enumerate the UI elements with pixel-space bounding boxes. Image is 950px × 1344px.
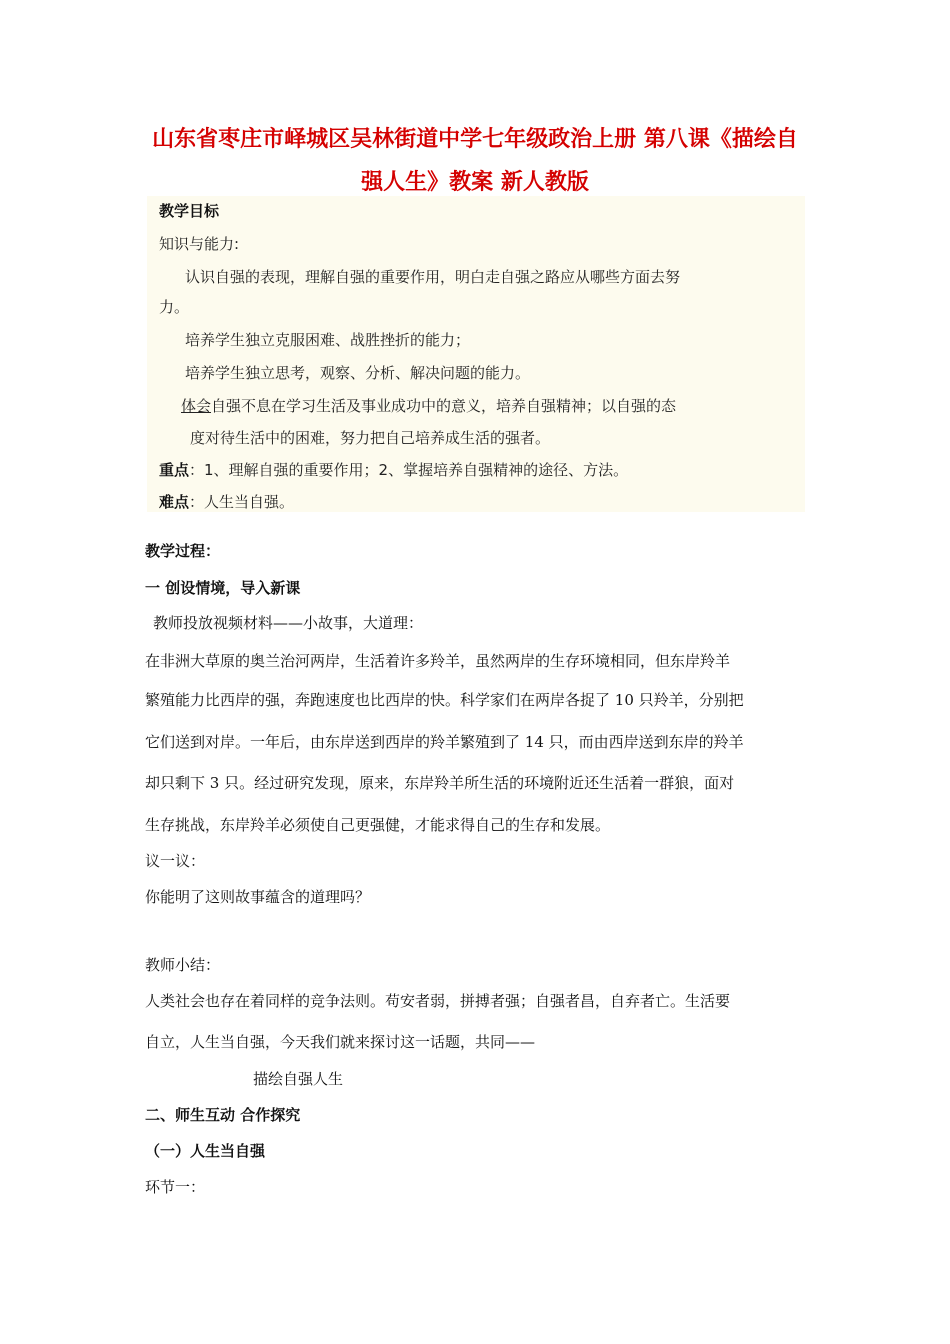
summary-line-1: 人类社会也存在着同样的竞争法则。苟安者弱，拼搏者强；自强者昌，自弃者亡。生活要: [145, 992, 731, 1010]
subsection-1-heading: （一）人生当自强: [145, 1142, 266, 1160]
goals-line-5: 体会自强不息在学习生活及事业成功中的意义，培养自强精神；以自强的态: [181, 397, 677, 415]
key-point: [159, 459, 628, 480]
underlined-word: 体会: [181, 397, 212, 415]
process-heading: 教学过程：: [145, 542, 221, 560]
goals-heading: 教学目标: [159, 202, 220, 220]
teaching-goals-box: [147, 196, 805, 512]
difficult-point-text: ：人生当自强。: [189, 493, 295, 511]
goals-line-2: 力。: [159, 298, 190, 316]
difficult-point-label: 难点: [159, 493, 190, 511]
goals-line-1: 认识自强的表现，理解自强的重要作用，明白走自强之路应从哪些方面去努: [185, 268, 681, 286]
difficult-point: [159, 491, 294, 512]
section-1-heading: 一 创设情境，导入新课: [145, 579, 301, 597]
title-line-1: 山东省枣庄市峄城区吴林街道中学七年级政治上册 第八课《描绘自: [152, 127, 798, 152]
goals-line-4: 培养学生独立思考，观察、分析、解决问题的能力。: [185, 364, 531, 382]
goals-line-6: 度对待生活中的困难，努力把自己培养成生活的强者。: [190, 429, 551, 447]
key-point-text: ：1、理解自强的重要作用；2、掌握培养自强精神的途径、方法。: [189, 461, 629, 479]
story-line-5: 生存挑战，东岸羚羊必须使自己更强健，才能求得自己的生存和发展。: [145, 816, 611, 834]
story-line-2: 繁殖能力比西岸的强，奔跑速度也比西岸的快。科学家们在两岸各捉了 10 只羚羊，分别把: [145, 691, 744, 709]
title-line-2: 强人生》教案 新人教版: [361, 170, 589, 195]
story-line-1: 在非洲大草原的奥兰治河两岸，生活着许多羚羊，虽然两岸的生存环境相同，但东岸羚羊: [145, 652, 731, 670]
goals-line-3: 培养学生独立克服困难、战胜挫折的能力；: [185, 331, 471, 349]
intro-paragraph: 教师投放视频材料——小故事，大道理：: [153, 614, 424, 632]
discussion-question: 你能明了这则故事蕴含的道理吗？: [145, 888, 371, 906]
lesson-topic: 描绘自强人生: [253, 1070, 344, 1088]
story-line-3: 它们送到对岸。一年后，由东岸送到西岸的羚羊繁殖到了 14 只，而由西岸送到东岸的羚羊: [145, 733, 744, 751]
story-line-4: 却只剩下 3 只。经过研究发现，原来，东岸羚羊所生活的环境附近还生活着一群狼，面对: [145, 774, 735, 792]
document-title: [135, 118, 815, 204]
goals-subheading: 知识与能力:: [159, 235, 240, 253]
summary-line-2: 自立，人生当自强，今天我们就来探讨这一话题，共同——: [145, 1033, 536, 1051]
key-point-label: 重点: [159, 461, 190, 479]
step-1-label: 环节一：: [145, 1178, 206, 1196]
teacher-summary-label: 教师小结：: [145, 956, 221, 974]
discuss-label: 议一议：: [145, 852, 206, 870]
section-2-heading: 二、师生互动 合作探究: [145, 1106, 301, 1124]
